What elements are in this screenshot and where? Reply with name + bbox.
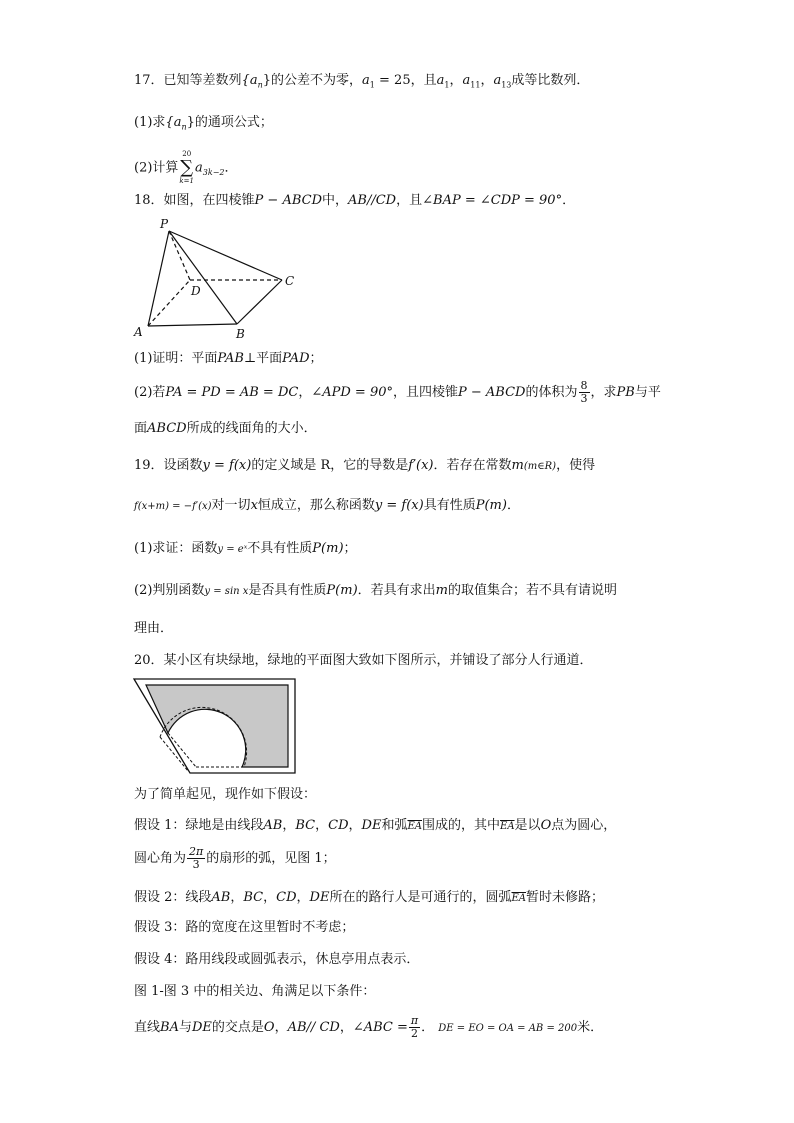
edge-bc [237,280,282,324]
last-g: 米． [577,1020,604,1035]
q19-stem [134,457,595,476]
q17-text-c: ，且 [410,73,437,88]
last-d: ， [274,1020,288,1035]
q19-p1-c: ； [343,541,357,556]
q19-p2-b: 是否具有性质 [248,583,327,598]
pi-den: 2 [410,1027,418,1040]
vol-den: 3 [580,392,588,405]
q17-t1-sub: 1 [444,80,450,90]
q17-seq: {a [241,73,258,88]
q19-p2-d: 的取值集合；若不具有请说明 [447,583,617,598]
q19-text-c: ．若存在常数 [433,458,512,473]
h2-c3: ， [296,890,310,905]
last-angle: ∠ABC = [352,1020,408,1035]
sum-upper: 20 [182,150,192,158]
label-a: A [134,325,143,339]
last-c: 的交点是 [211,1020,264,1035]
h1-b: 和弧 [381,818,408,833]
h2-bc: BC [243,890,264,905]
q17-p2-a: (2)计算 [134,160,179,176]
q17-comma2: ， [480,73,494,88]
h1-e: 点为圆心， [551,818,617,833]
q19-m-in: (m∈R) [523,461,557,472]
h2-c2: ， [263,890,277,905]
q18-text-d: ． [562,193,576,208]
q18-p1-perp: ⊥平面 [243,351,283,366]
h1-l2-a: 圆心角为 [134,851,187,866]
last-de: DE [191,1020,212,1035]
q17-p1-close: } [186,115,195,130]
q18-pyramid: P − ABCD [254,193,323,208]
q17-p1-b: 的通项公式； [194,115,273,130]
q19-l2-c: 具有性质 [423,498,476,513]
q20-h1-line2 [134,844,336,874]
green-area [146,685,288,767]
q18-p2-angle: ∠APD = 90° [311,385,393,400]
h1-bc: BC [295,818,316,833]
h2-ab: AB [211,890,231,905]
q17-part1 [134,114,273,137]
last-par: AB// CD [287,1020,340,1035]
q18-p2-pyr: P − ABCD [458,385,526,400]
q19-l2-b: 恒成立，那么称函数 [257,498,375,513]
q18-part2 [134,378,661,408]
h2-c1: ， [230,890,244,905]
edge-ab [148,324,237,326]
q17-text-d: 成等比数列． [511,73,590,88]
q17-p1-a: (1)求 [134,115,166,130]
last-e: ， [339,1020,353,1035]
q17-text-b: 的公差不为零， [271,73,363,88]
q18-p2-d: 的体积为 [525,385,578,400]
h1-c: 围成的，其中 [422,818,501,833]
label-b: B [236,327,245,341]
q17-part2 [134,150,238,188]
q18-p2-pb: PB [616,385,635,400]
q17-seq-sub: n [257,80,263,90]
q19-fpx: f′(x) [408,458,434,473]
h2-cd: CD [276,890,297,905]
q20-stem: 20．某小区有块绿地，绿地的平面图大致如下图所示，并铺设了部分人行通道． [134,653,593,668]
q19-l2-d: ． [506,498,520,513]
q20-h4: 假设 4：路用线段或圆弧表示，休息亭用点表示． [134,952,420,967]
q17-seq-close: } [262,73,272,88]
h2-arc: $\overline{EA}$ [511,893,526,904]
q18-p1-pab: PAB [217,351,244,366]
last-b: 与 [178,1020,192,1035]
q18-p1-end: ； [309,351,323,366]
q18-p2-e: ，求 [590,385,617,400]
last-f: ． [421,1020,435,1035]
q20-last [134,1012,603,1045]
path-inner-2 [160,737,188,771]
q19-p1-y: y = eˣ [217,544,248,555]
edge-pa [148,231,169,326]
pi-num: π [410,1014,419,1027]
q19-part2 [134,582,617,601]
q17-a1-sub: 1 [369,80,375,90]
h1-arc1: $\overline{EA}$ [407,821,422,832]
q18-angles: ∠BAP = ∠CDP = 90° [422,193,563,208]
q19-p2-pm: P(m) [326,583,358,598]
q19-line2 [134,497,520,516]
q19-p1-pm: P(m) [312,541,344,556]
h1-c2: ， [315,818,329,833]
q17-t3: a [493,73,502,88]
q19-part1 [134,540,357,559]
q19-m: m [511,458,524,473]
q17-comma1: ， [449,73,463,88]
q20-intro: 为了简单起见，现作如下假设： [134,787,317,802]
q18-parallel: AB//CD [348,193,397,208]
q20-h1 [134,817,616,836]
q18-p1-a: (1)证明：平面 [134,351,218,366]
q18-text-b: 中， [322,193,349,208]
q18-part2-line2 [134,420,317,438]
last-eq: DE = EO = OA = AB = 200 [438,1023,578,1034]
h2-b: 所在的路行人是可通行的，圆弧 [329,890,512,905]
h1-c1: ， [282,818,296,833]
q18-p2-eq: PA = PD = AB = DC [165,385,299,400]
sum-sigma: ∑ [180,157,194,178]
q18-part1 [134,350,323,368]
q19-text-d: ，使得 [556,458,596,473]
edge-pc [169,231,282,280]
h2-c: 暂时未修路； [526,890,605,905]
h1-ab: AB [263,818,283,833]
h1-a: 假设 1：绿地是由线段 [134,818,264,833]
q19-p1-a: (1)求证：函数 [134,541,218,556]
h1-arc2: $\overline{EA}$ [500,821,515,832]
last-a: 直线 [134,1020,161,1035]
q17-t1: a [436,73,445,88]
label-d: D [191,284,201,298]
q19-l2-x: x [250,498,258,513]
edge-ad [148,280,190,326]
q17-t2-sub: 11 [470,80,481,90]
q17-t3-sub: 13 [501,80,512,90]
q19-p2-a: (2)判别函数 [134,583,205,598]
q19-l2-a: 对一切 [211,498,251,513]
edge-pb [169,231,237,324]
q19-p2-y: y = sin x [204,586,249,597]
q17-p1-sub: n [181,122,187,132]
q17-text-a: 17．已知等差数列 [134,73,242,88]
last-ba: BA [160,1020,179,1035]
q19-text-b: 的定义域是 R，它的导数是 [251,458,409,473]
q17-t2: a [462,73,471,88]
vol-num: 8 [580,379,588,392]
h1-l2-b: 的扇形的弧，见图 1； [206,851,336,866]
path-inner-1 [168,733,196,767]
q18-p1-pad: PAD [282,351,310,366]
label-p: P [160,217,169,231]
q19-p2-m: m [435,583,448,598]
greenland-figure [132,677,300,777]
h1-de: DE [361,818,382,833]
volume-fraction [579,380,590,405]
sum-term: a [194,160,203,176]
h1-c3: ， [348,818,362,833]
q19-p2-c: ．若具有求出 [357,583,436,598]
q18-p2-a: (2)若 [134,385,166,400]
sum-symbol [179,150,194,186]
label-c: C [285,274,295,288]
q20-h2 [134,889,604,908]
q17-a1-val: = 25 [374,73,411,88]
q19-p1-b: 不具有性质 [247,541,313,556]
q17-p1-seq: {a [165,115,182,130]
h1-o: O [540,818,552,833]
q18-text-c: ，且 [396,193,423,208]
q18-p2-f: 与平 [634,385,661,400]
q19-part2-line2: 理由． [134,621,174,636]
h1-cd: CD [328,818,349,833]
q17-p2-b: ． [224,160,238,176]
q19-text-a: 19．设函数 [134,458,203,473]
q18-stem [134,192,575,210]
q18-p2-l2-b: 所成的线面角的大小． [186,421,317,436]
q19-l2-eq: f(x+m) = −f′(x) [134,501,212,512]
h2-a: 假设 2：线段 [134,890,212,905]
q17-stem [134,72,589,95]
pyramid-figure [130,214,305,342]
q18-p2-b: ， [298,385,312,400]
q19-l2-fx: y = f(x) [374,498,424,513]
h1-d: 是以 [514,818,541,833]
q18-p2-abcd: ABCD [147,421,187,436]
q20-h3: 假设 3：路的宽度在这里暂时不考虑； [134,920,355,935]
angle-den: 3 [192,858,200,871]
q18-text-a: 18．如图，在四棱锥 [134,193,255,208]
q20-cond: 图 1-图 3 中的相关边、角满足以下条件： [134,984,376,999]
q17-a1: a [362,73,370,88]
pi-fraction [409,1015,420,1040]
last-o: O [263,1020,275,1035]
sum-lower: k=1 [179,177,194,185]
sum-term-sub: 3k−2 [202,168,225,178]
q19-fx: y = f(x) [202,458,252,473]
q19-l2-pm: P(m) [475,498,507,513]
angle-fraction [187,846,205,871]
q18-p2-l2-a: 面 [134,421,148,436]
angle-num: 2π [189,845,204,858]
h2-de: DE [309,890,330,905]
q18-p2-c: ，且四棱锥 [393,385,459,400]
